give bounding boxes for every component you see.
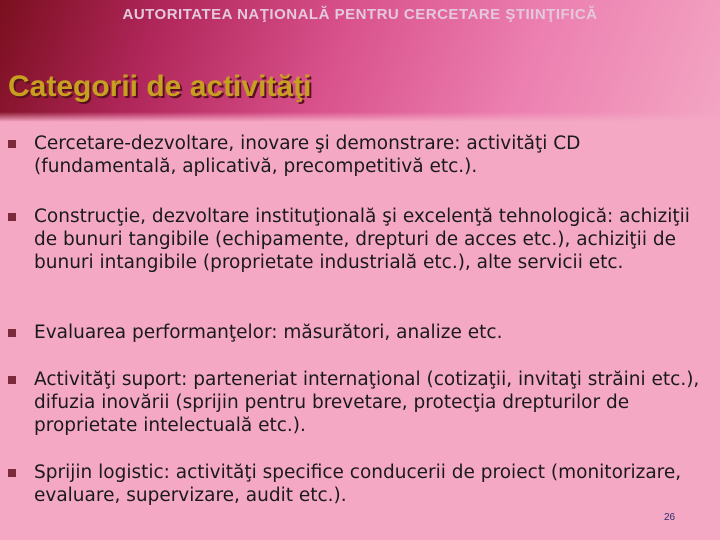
square-bullet-icon bbox=[8, 376, 16, 384]
bullet-item bbox=[6, 205, 706, 274]
slide-title: Categorii de activităţi bbox=[8, 70, 312, 103]
bullet-item bbox=[6, 132, 706, 178]
bullet-text: Activităţi suport: parteneriat internaţional (cotizaţii, invitaţi străini etc.), difuzia inovării (sprijin pentru brevetare, protecţia drepturilor de proprietate intelectuală etc.). bbox=[34, 369, 700, 436]
square-bullet-icon bbox=[8, 213, 16, 221]
page-number: 26 bbox=[664, 512, 676, 523]
bullet-item bbox=[6, 368, 706, 437]
bullet-item bbox=[6, 461, 706, 507]
square-bullet-icon bbox=[8, 140, 16, 148]
bullet-text: Evaluarea performanţelor: măsurători, analize etc. bbox=[34, 322, 503, 343]
square-bullet-icon bbox=[8, 469, 16, 477]
bullet-text: Construcţie, dezvoltare instituţională şi excelenţă tehnologică: achiziţii de bunuri tangibile (echipamente, drepturi de acces etc.), achiziţii de bunuri intangibile (proprietate industrială etc.), alte servicii etc. bbox=[34, 206, 690, 273]
header-title: AUTORITATEA NAŢIONALĂ PENTRU CERCETARE ŞTIINŢIFICĂ bbox=[122, 6, 598, 23]
bullet-text: Sprijin logistic: activităţi specifice conducerii de proiect (monitorizare, evaluare, supervizare, audit etc.). bbox=[34, 462, 682, 506]
bullet-item bbox=[6, 321, 502, 344]
bullet-text: Cercetare-dezvoltare, inovare şi demonstrare: activităţi CD (fundamentală, aplicativă, precompetitivă etc.). bbox=[34, 133, 581, 177]
square-bullet-icon bbox=[8, 329, 16, 337]
